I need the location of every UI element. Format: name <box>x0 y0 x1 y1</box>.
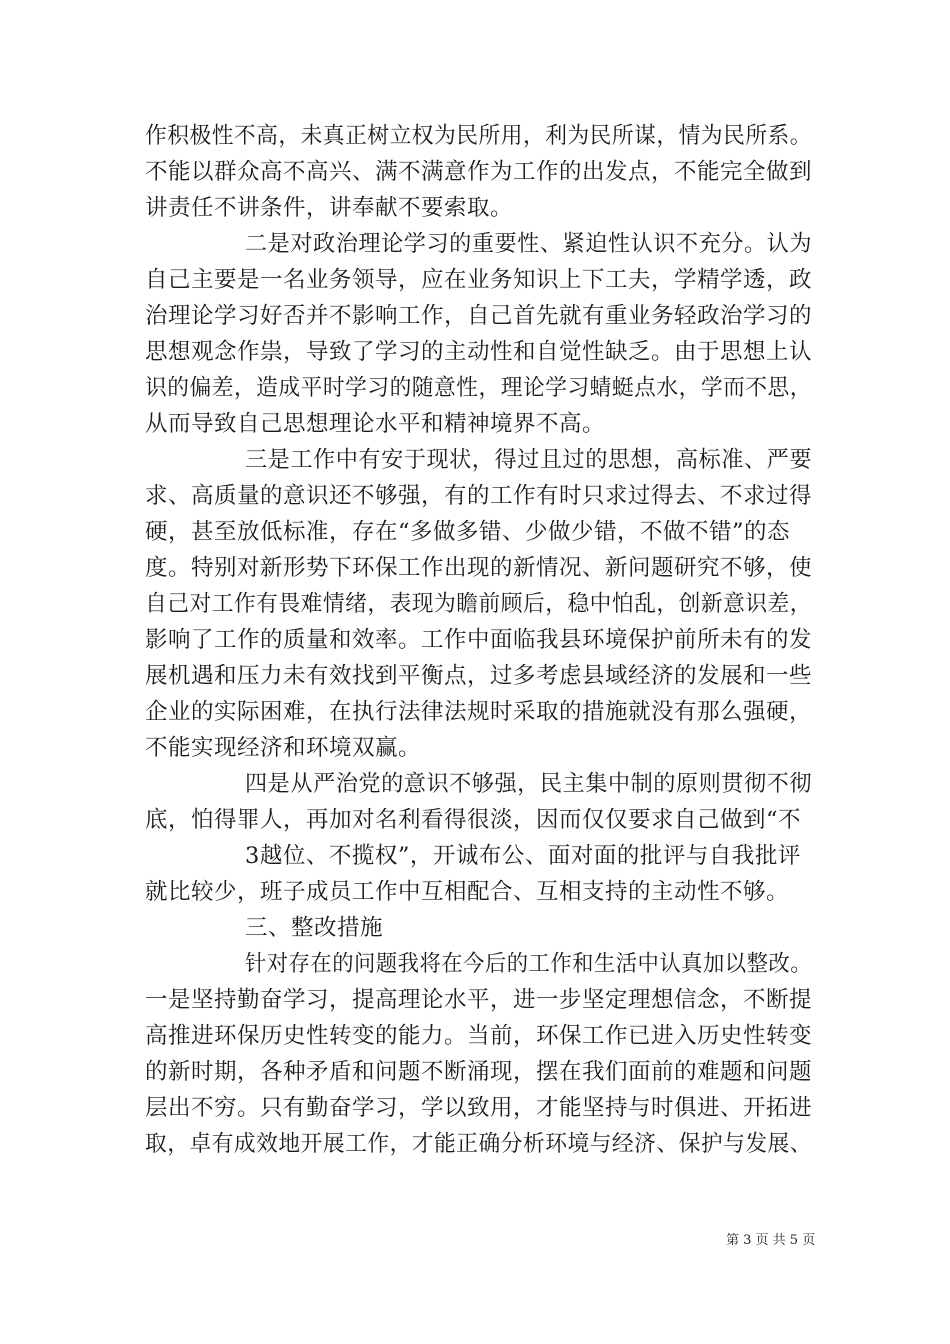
text-line: 求、高质量的意识还不够强，有的工作有时只求过得去、不求过得 <box>145 483 813 509</box>
text-line: 从而导致自己思想理论水平和精神境界不高。 <box>145 411 606 437</box>
text-line: 的新时期，各种矛盾和问题不断涌现，摆在我们面前的难题和问题 <box>145 1059 813 1085</box>
text-line: 自己主要是一名业务领导，应在业务知识上下工夫，学精学透，政 <box>145 267 813 293</box>
text-line: 影响了工作的质量和效率。工作中面临我县环境保护前所未有的发 <box>145 627 813 653</box>
text-line: 针对存在的问题我将在今后的工作和生活中认真加以整改。 <box>245 951 813 977</box>
text-line: 取，卓有成效地开展工作，才能正确分析环境与经济、保护与发展、 <box>145 1131 813 1157</box>
text-line: 底，怕得罪人，再加对名利看得很淡，因而仅仅要求自己做到“不 <box>145 807 802 833</box>
text-line: 硬，甚至放低标准，存在“多做多错、少做少错，不做不错”的态 <box>145 519 791 545</box>
text-line: 层出不穷。只有勤奋学习，学以致用，才能坚持与时俱进、开拓进 <box>145 1095 813 1121</box>
text-line: 展机遇和压力未有效找到平衡点，过多考虑县域经济的发展和一些 <box>145 663 813 689</box>
text-line: 自己对工作有畏难情绪，表现为瞻前顾后，稳中怕乱，创新意识差， <box>145 591 813 617</box>
text-line: 讲责任不讲条件，讲奉献不要索取。 <box>145 195 514 221</box>
text-line: 四是从严治党的意识不够强，民主集中制的原则贯彻不彻 <box>245 771 813 797</box>
text-line: 不能以群众高不高兴、满不满意作为工作的出发点，不能完全做到 <box>145 159 813 185</box>
section-heading: 三、整改措施 <box>245 915 384 941</box>
page-number: 第 3 页 共 5 页 <box>726 1233 816 1248</box>
text-line: 3越位、不揽权”，开诚布公、面对面的批评与自我批评 <box>245 843 801 869</box>
text-line: 二是对政治理论学习的重要性、紧迫性认识不充分。认为 <box>245 231 813 257</box>
text-line: 三是工作中有安于现状，得过且过的思想，高标准、严要 <box>245 447 813 473</box>
text-line: 思想观念作祟，导致了学习的主动性和自觉性缺乏。由于思想上认 <box>145 339 813 365</box>
text-line: 一是坚持勤奋学习，提高理论水平，进一步坚定理想信念，不断提 <box>145 987 813 1013</box>
text-line: 识的偏差，造成平时学习的随意性，理论学习蜻蜓点水，学而不思， <box>145 375 813 401</box>
text-line: 作积极性不高，未真正树立权为民所用，利为民所谋，情为民所系。 <box>145 123 813 149</box>
text-line: 高推进环保历史性转变的能力。当前，环保工作已进入历史性转变 <box>145 1023 813 1049</box>
text-line: 不能实现经济和环境双赢。 <box>145 735 422 761</box>
text-line: 治理论学习好否并不影响工作，自己首先就有重业务轻政治学习的 <box>145 303 813 329</box>
text-line: 企业的实际困难，在执行法律法规时采取的措施就没有那么强硬， <box>145 699 813 725</box>
text-line: 度。特别对新形势下环保工作出现的新情况、新问题研究不够，使 <box>145 555 813 581</box>
text-line: 就比较少，班子成员工作中互相配合、互相支持的主动性不够。 <box>145 879 790 905</box>
